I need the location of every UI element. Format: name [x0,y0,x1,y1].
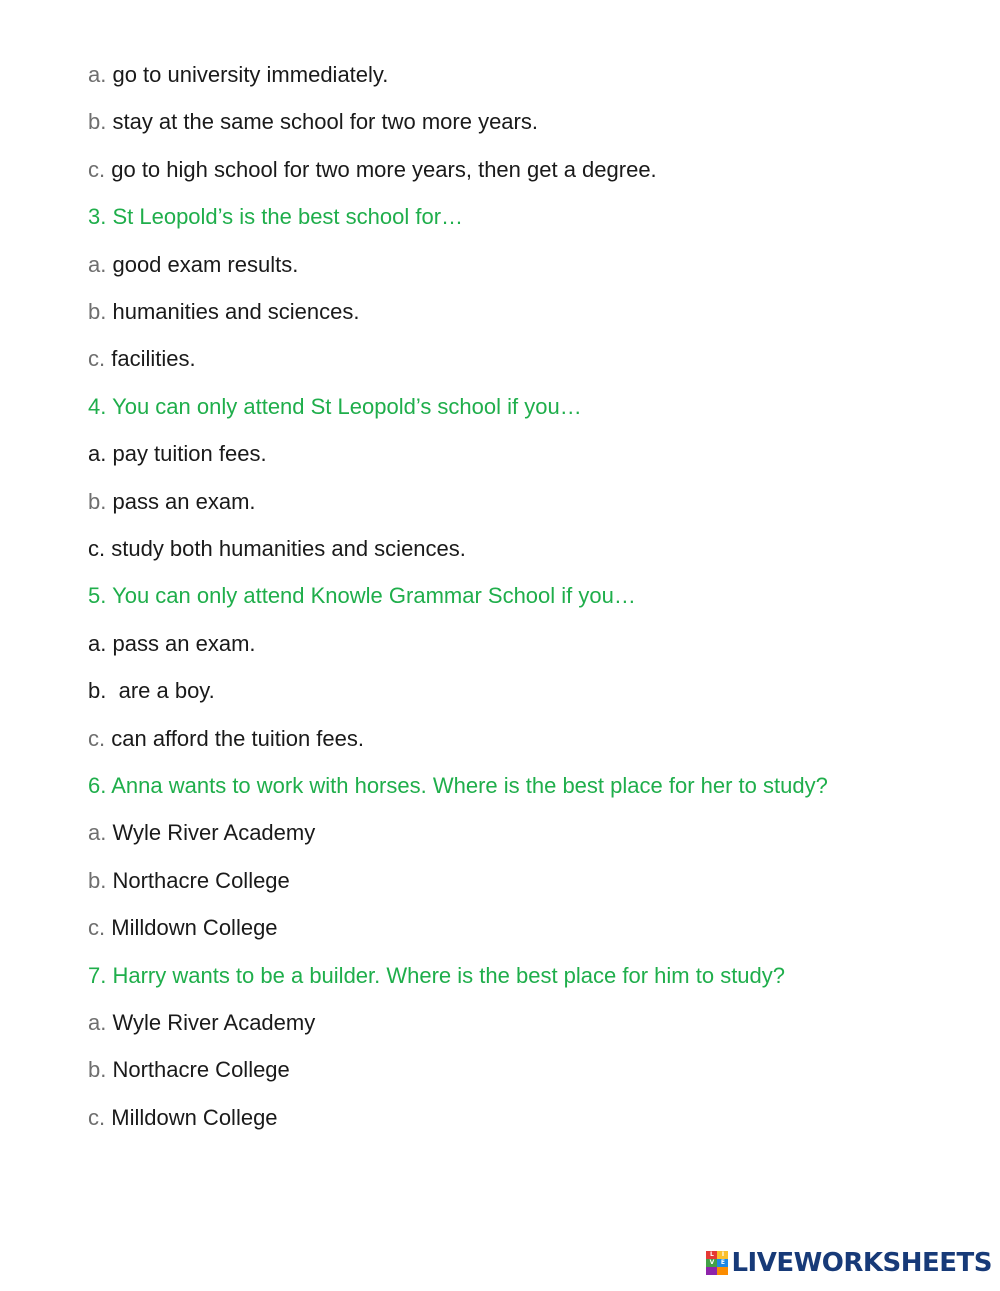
option-text: Wyle River Academy [106,1010,316,1035]
answer-option [88,1056,290,1084]
question-text: 3. St Leopold’s is the best school for… [88,204,464,230]
option-text: stay at the same school for two more years. [106,109,538,135]
answer-option [88,345,196,373]
option-letter: b. [88,488,107,514]
option-letter: a. [88,630,107,656]
logo-mark-cell [717,1267,728,1275]
option-text: are a boy. [106,678,215,704]
liveworksheets-logo [706,1249,992,1277]
option-text: Northacre College [106,867,290,893]
question-text: 6. Anna wants to work with horses. Where is the best place for her to study? [88,773,828,798]
answer-option [88,488,256,516]
option-text: pass an exam. [106,630,256,656]
option-letter: a. [88,62,107,87]
option-letter: b. [88,867,107,893]
logo-mark-cell: I [717,1251,728,1259]
option-text: Wyle River Academy [106,820,316,846]
option-text: facilities. [105,346,196,372]
answer-option [88,61,388,89]
option-text: can afford the tuition fees. [105,725,365,751]
option-letter: b. [88,678,107,704]
option-text: pay tuition fees. [106,441,267,467]
logo-mark-cell [706,1267,717,1275]
answer-option [88,677,215,705]
answer-option [88,156,657,184]
answer-option [88,440,267,468]
option-letter: b. [88,1057,107,1083]
option-text: go to university immediately. [106,62,389,87]
question-text: 5. You can only attend Knowle Grammar School if you… [88,583,636,609]
answer-option [88,1009,315,1037]
option-letter: c. [88,1104,106,1130]
option-text: pass an exam. [106,488,256,514]
answer-option [88,867,290,895]
option-text: go to high school for two more years, then get a degree. [105,156,657,182]
logo-mark-cell: E [717,1259,728,1267]
option-letter: b. [88,299,107,324]
option-letter: c. [88,346,106,372]
option-text: Milldown College [105,1104,278,1130]
option-letter: a. [88,251,107,277]
option-letter: b. [88,109,107,135]
option-text: study both humanities and sciences. [105,536,466,561]
answer-option [88,1104,278,1132]
answer-option [88,535,466,563]
option-letter: c. [88,536,106,561]
option-letter: a. [88,820,107,846]
question-text: 7. Harry wants to be a builder. Where is the best place for him to study? [88,962,786,988]
option-text: good exam results. [106,251,299,277]
answer-option [88,725,364,753]
answer-option [88,914,278,942]
option-letter: c. [88,725,106,751]
option-text: Northacre College [106,1057,290,1083]
answer-option [88,819,315,847]
question-text: 4. You can only attend St Leopold’s school if you… [88,393,582,419]
option-letter: a. [88,1010,107,1035]
option-letter: a. [88,441,107,467]
liveworksheets-logo-icon [706,1251,728,1275]
answer-option [88,298,360,326]
answer-option [88,630,256,658]
answer-option [88,251,298,279]
option-text: Milldown College [105,915,278,941]
logo-mark-cell: V [706,1259,717,1267]
answer-option [88,108,538,136]
option-text: humanities and sciences. [106,299,360,324]
option-letter: c. [88,156,106,182]
brand-text: LIVEWORKSHEETS [731,1248,992,1278]
logo-mark-cell: L [706,1251,717,1259]
option-letter: c. [88,915,106,941]
